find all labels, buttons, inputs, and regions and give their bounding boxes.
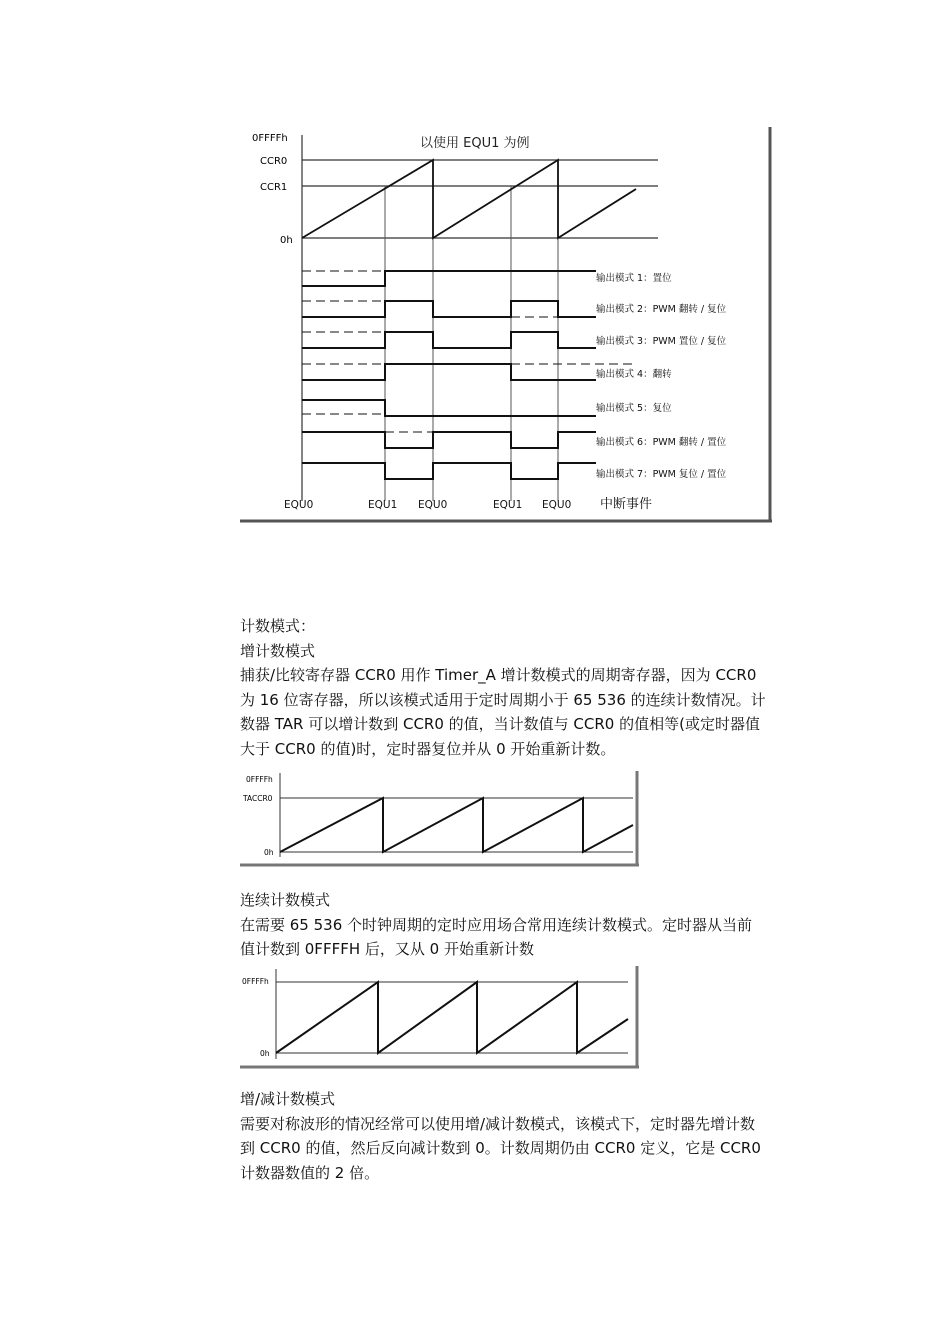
y-label-0ffffh: 0FFFFh <box>246 775 273 784</box>
mode-label-1: 输出模式 1：置位 <box>596 273 672 284</box>
counter-sawtooth <box>302 160 636 238</box>
continuous-mode-line-1: 在需要 65 536 个时钟周期的定时应用场合常用连续计数模式。定时器从当前 <box>240 915 753 934</box>
event-label-4: EQU1 <box>493 499 523 511</box>
mode-label-7: 输出模式 7：PWM 复位 / 置位 <box>596 469 727 480</box>
up-down-mode-heading: 增/减计数模式 <box>240 1090 336 1108</box>
waveform-mode-3 <box>302 332 596 348</box>
up-mode-line-2: 为 16 位寄存器，所以该模式适用于定时周期小于 65 536 的连续计数情况。计 <box>240 690 766 709</box>
continuous-mode-heading: 连续计数模式 <box>240 891 331 909</box>
waveform-mode-5 <box>302 400 596 416</box>
up-mode-diagram <box>240 767 644 869</box>
section-up-down-mode <box>240 1087 812 1185</box>
y-label-ccr0: CCR0 <box>260 156 288 167</box>
y-label-taccr0: TACCR0 <box>243 794 273 803</box>
continuous-mode-diagram <box>240 963 644 1071</box>
up-mode-heading: 增计数模式 <box>240 641 316 660</box>
figure-title: 以使用 EQU1 为例 <box>420 136 530 151</box>
event-label-5: EQU0 <box>542 499 572 511</box>
mode-label-4: 输出模式 4：翻转 <box>596 369 672 380</box>
mode-label-2: 输出模式 2：PWM 翻转 / 复位 <box>596 304 727 315</box>
output-modes-timing-diagram <box>240 123 776 525</box>
waveform-mode-1 <box>302 271 596 286</box>
events-caption: 中断事件 <box>600 497 653 512</box>
y-label-0h: 0h <box>280 235 293 246</box>
waveform-mode-7 <box>302 463 596 479</box>
event-label-2: EQU1 <box>368 499 398 511</box>
event-label-1: EQU0 <box>284 499 314 511</box>
waveform-mode-4 <box>302 364 636 380</box>
up-mode-line-1: 捕获/比较寄存器 CCR0 用作 Timer_A 增计数模式的周期寄存器，因为 CCR0 <box>240 666 757 684</box>
up-mode-line-4: 大于 CCR0 的值)时，定时器复位并从 0 开始重新计数。 <box>240 739 616 758</box>
section-continuous-mode <box>240 888 812 962</box>
mode-label-3: 输出模式 3：PWM 置位 / 复位 <box>596 336 727 347</box>
up-mode-sawtooth <box>280 798 633 852</box>
section-counting-modes <box>240 614 812 761</box>
continuous-mode-line-2: 值计数到 0FFFFH 后，又从 0 开始重新计数 <box>240 940 534 958</box>
continuous-mode-sawtooth <box>276 982 628 1053</box>
mode-label-5: 输出模式 5：复位 <box>596 403 672 414</box>
y-label-0ffffh: 0FFFFh <box>252 133 288 144</box>
section-heading: 计数模式： <box>240 617 316 635</box>
y-label-0ffffh: 0FFFFh <box>242 977 269 986</box>
up-mode-line-3: 数器 TAR 可以增计数到 CCR0 的值，当计数值与 CCR0 的值相等(或定时器值 <box>240 715 760 733</box>
y-label-0h: 0h <box>260 1049 270 1058</box>
waveform-mode-6 <box>302 432 596 448</box>
mode-label-6: 输出模式 6：PWM 翻转 / 置位 <box>596 437 727 448</box>
y-label-0h: 0h <box>264 848 274 857</box>
up-down-mode-line-3: 计数器数值的 2 倍。 <box>240 1163 380 1182</box>
event-label-3: EQU0 <box>418 499 448 511</box>
up-down-mode-line-2: 到 CCR0 的值，然后反向减计数到 0。计数周期仍由 CCR0 定义，它是 CCR0 <box>240 1139 761 1157</box>
waveform-mode-2 <box>302 301 596 317</box>
y-label-ccr1: CCR1 <box>260 182 288 193</box>
up-down-mode-line-1: 需要对称波形的情况经常可以使用增/减计数模式，该模式下，定时器先增计数 <box>240 1114 756 1133</box>
